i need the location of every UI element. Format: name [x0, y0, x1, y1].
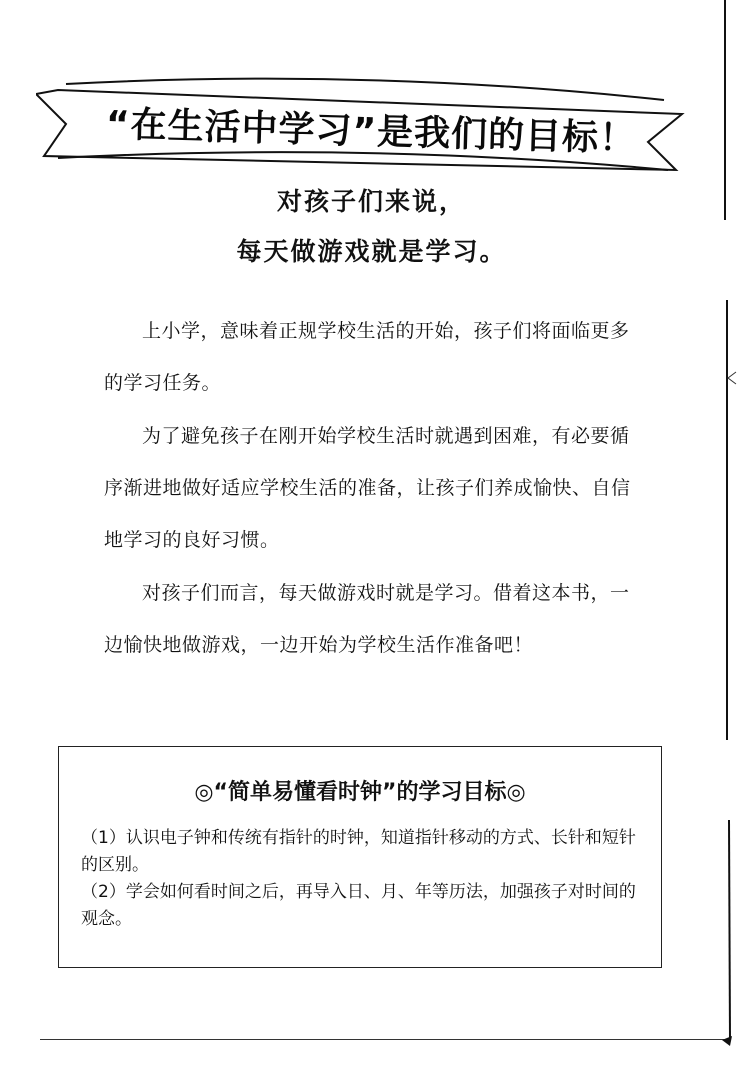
- subtitle-line-2: 每天做游戏就是学习。: [236, 237, 507, 266]
- paragraph-3: 对孩子们而言，每天做游戏时就是学习。借着这本书，一边愉快地做游戏，一边开始为学校生活作准备吧！: [104, 582, 630, 656]
- title-banner: [36, 72, 686, 172]
- learning-goals-box: [58, 746, 662, 968]
- learning-goal-item-2: （2）学会如何看时间之后，再导入日、月、年等历法，加强孩子对时间的观念。: [81, 882, 636, 929]
- bottom-rule: [40, 1039, 728, 1040]
- paragraph-1: 上小学，意味着正规学校生活的开始，孩子们将面临更多的学习任务。: [104, 320, 630, 394]
- page-edge-marks: [718, 0, 743, 1077]
- learning-goals-title: ◎“简单易懂看时钟”的学习目标◎: [194, 780, 526, 805]
- subtitle-line-1: 对孩子们来说，: [276, 187, 466, 216]
- paragraph-2: 为了避免孩子在刚开始学校生活时就遇到困难，有必要循序渐进地做好适应学校生活的准备，让孩子们养成愉快、自信地学习的良好习惯。: [104, 425, 631, 551]
- learning-goal-item-1: （1）认识电子钟和传统有指针的时钟，知道指针移动的方式、长针和短针的区别。: [81, 828, 636, 875]
- learning-goals-list: [81, 825, 641, 933]
- banner-title: “在生活中学习”是我们的目标！: [105, 104, 637, 160]
